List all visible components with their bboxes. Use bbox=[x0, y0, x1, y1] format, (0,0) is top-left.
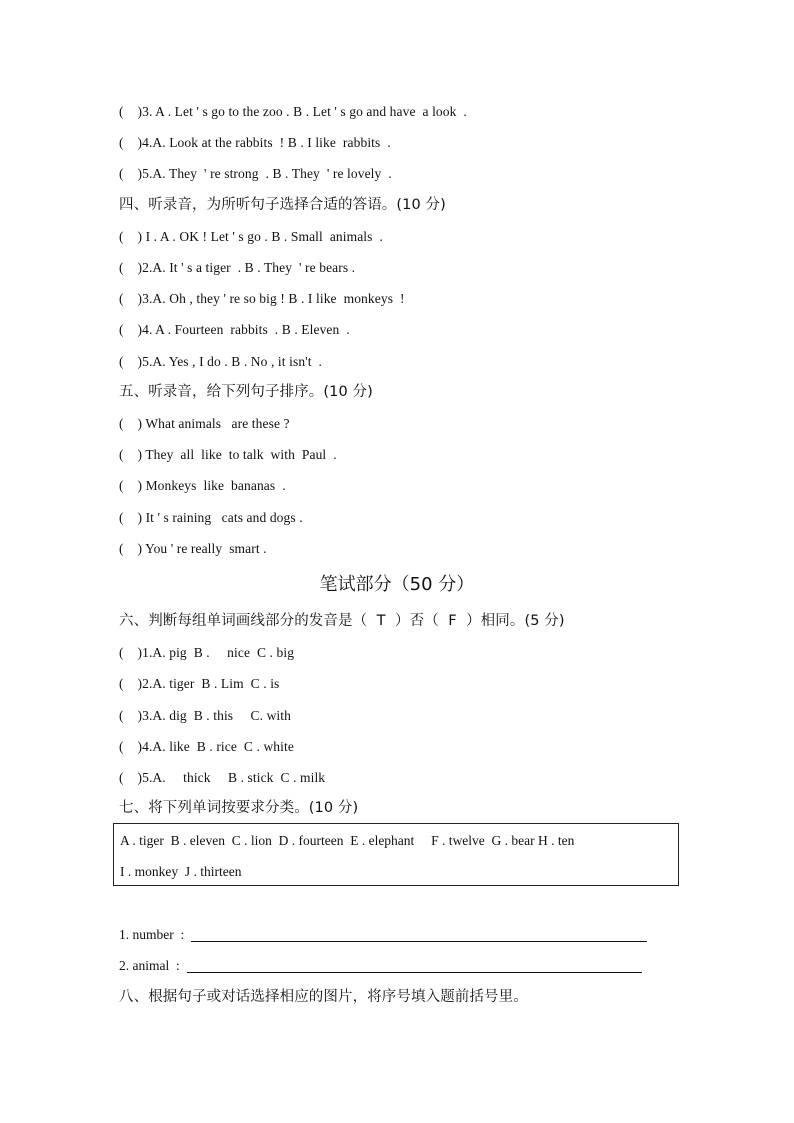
question-line: ( )4. A . Fourteen rabbits . B . Eleven . bbox=[119, 322, 350, 337]
question-line: ( ) What animals are these ? bbox=[119, 416, 290, 431]
section-heading: 四、听录音，为所听句子选择合适的答语。(10 分) bbox=[119, 197, 446, 213]
section-heading: 七、将下列单词按要求分类。(10 分) bbox=[119, 800, 359, 816]
fill-row-label: 1. number : bbox=[119, 927, 185, 942]
written-part-title: 笔试部分（50 分） bbox=[319, 574, 475, 595]
question-line: ( )4.A. Look at the rabbits ! B . I like rabbits . bbox=[119, 135, 391, 150]
question-line: ( ) They all like to talk with Paul . bbox=[119, 447, 337, 462]
question-line: ( )2.A. tiger B . Lim C . is bbox=[119, 676, 280, 691]
question-line: ( ) Monkeys like bananas . bbox=[119, 478, 286, 493]
fill-row-label: 2. animal : bbox=[119, 958, 180, 973]
answer-blank-number[interactable] bbox=[191, 941, 647, 942]
question-line: ( ) You ' re really smart . bbox=[119, 541, 267, 556]
word-box-line: I . monkey J . thirteen bbox=[120, 864, 242, 879]
question-line: ( ) It ' s raining cats and dogs . bbox=[119, 510, 303, 525]
section-heading: 五、听录音，给下列句子排序。(10 分) bbox=[119, 384, 373, 400]
question-line: ( )5.A. Yes , I do . B . No , it isn't . bbox=[119, 354, 322, 369]
section-heading: 八、根据句子或对话选择相应的图片，将序号填入题前括号里。 bbox=[119, 989, 528, 1005]
section-heading: 六、判断每组单词画线部分的发音是（ T ）否（ F ）相同。(5 分) bbox=[119, 613, 565, 629]
question-line: ( )5.A. They ' re strong . B . They ' re lovely . bbox=[119, 166, 392, 181]
question-line: ( )3. A . Let ' s go to the zoo . B . Let ' s go and have a look . bbox=[119, 104, 467, 119]
question-line: ( )3.A. Oh , they ' re so big ! B . I like monkeys ! bbox=[119, 291, 405, 306]
fill-row-animal bbox=[119, 957, 180, 975]
question-line: ( )4.A. like B . rice C . white bbox=[119, 739, 294, 754]
fill-row-number bbox=[119, 926, 184, 944]
question-line: ( )1.A. pig B . nice C . big bbox=[119, 645, 295, 660]
question-line: ( )5.A. thick B . stick C . milk bbox=[119, 770, 326, 785]
answer-blank-animal[interactable] bbox=[187, 972, 642, 973]
question-line: ( )3.A. dig B . this C. with bbox=[119, 708, 291, 723]
word-box-line: A . tiger B . eleven C . lion D . fourteen E . elephant F . twelve G . bear H . ten bbox=[120, 833, 575, 848]
question-line: ( ) I . A . OK ! Let ' s go . B . Small animals . bbox=[119, 229, 383, 244]
question-line: ( )2.A. It ' s a tiger . B . They ' re bears . bbox=[119, 260, 356, 275]
word-box bbox=[113, 823, 679, 886]
